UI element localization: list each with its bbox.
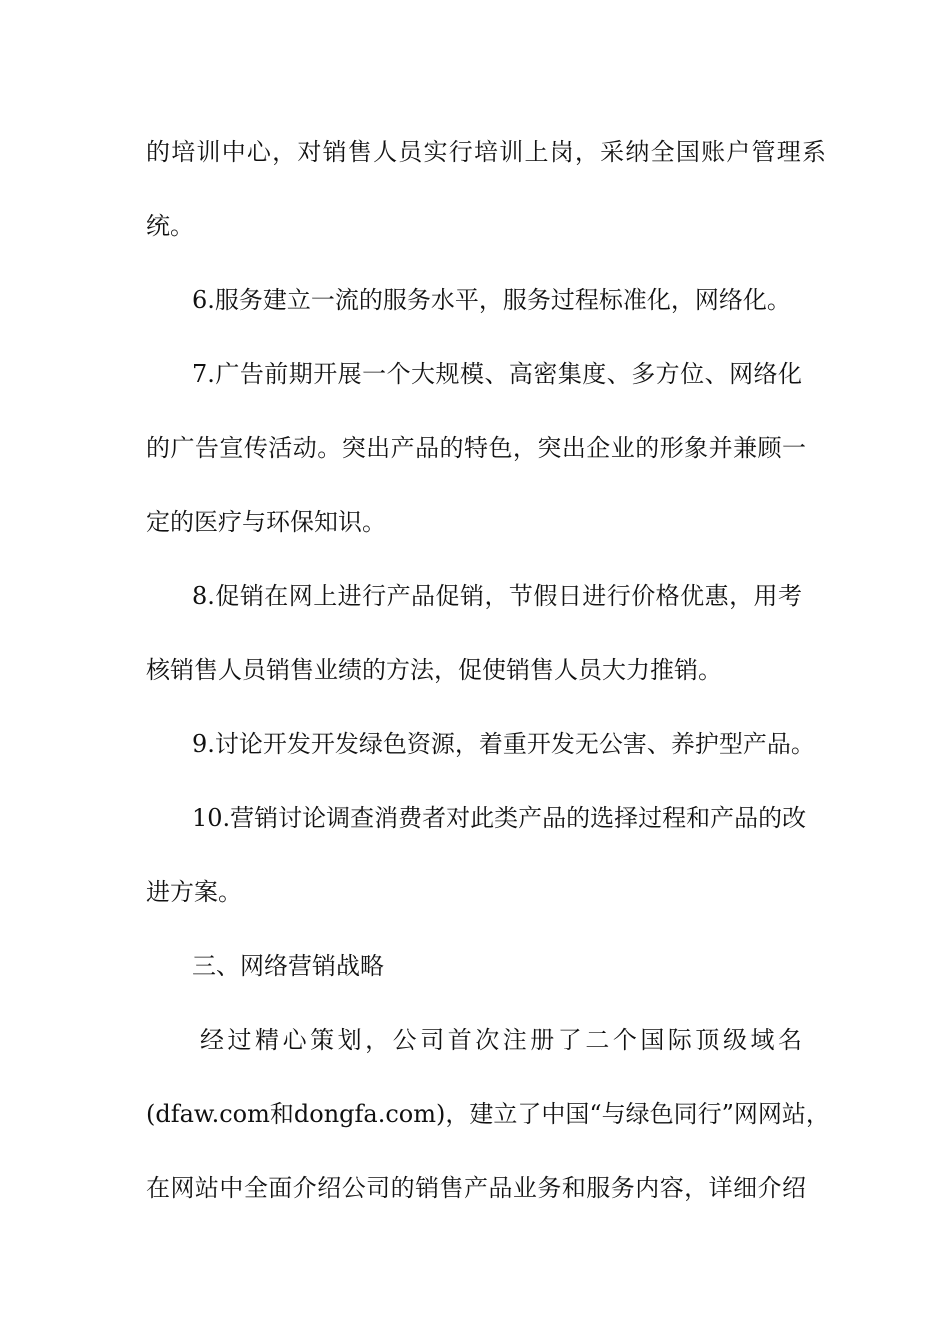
list-item-9: 9.讨论开发开发绿色资源，着重开发无公害、养护型产品。: [192, 730, 815, 758]
body-text-line: 统。: [146, 212, 194, 240]
section-heading: 三、网络营销战略: [192, 952, 384, 980]
body-text-line: 的广告宣传活动。突出产品的特色，突出企业的形象并兼顾一: [146, 434, 806, 462]
list-item-7: 7.广告前期开展一个大规模、高密集度、多方位、网络化: [192, 360, 802, 388]
body-text-line: 定的医疗与环保知识。: [146, 508, 386, 536]
body-text-line: 经过精心策划，公司首次注册了二个国际顶级域名: [200, 1026, 802, 1054]
list-item-6: 6.服务建立一流的服务水平，服务过程标准化，网络化。: [192, 286, 791, 314]
list-item-8: 8.促销在网上进行产品促销，节假日进行价格优惠，用考: [192, 582, 802, 610]
body-text-line: 在网站中全面介绍公司的销售产品业务和服务内容，详细介绍: [146, 1174, 806, 1202]
list-item-10: 10.营销讨论调查消费者对此类产品的选择过程和产品的改: [192, 804, 807, 832]
body-text-line: 的培训中心，对销售人员实行培训上岗，采纳全国账户管理系: [146, 138, 826, 166]
body-text-line: 进方案。: [146, 878, 242, 906]
body-text-line: (dfaw.com和dongfa.com)，建立了中国“与绿色同行”网网站，: [146, 1100, 830, 1128]
body-text-line: 核销售人员销售业绩的方法，促使销售人员大力推销。: [146, 656, 722, 684]
